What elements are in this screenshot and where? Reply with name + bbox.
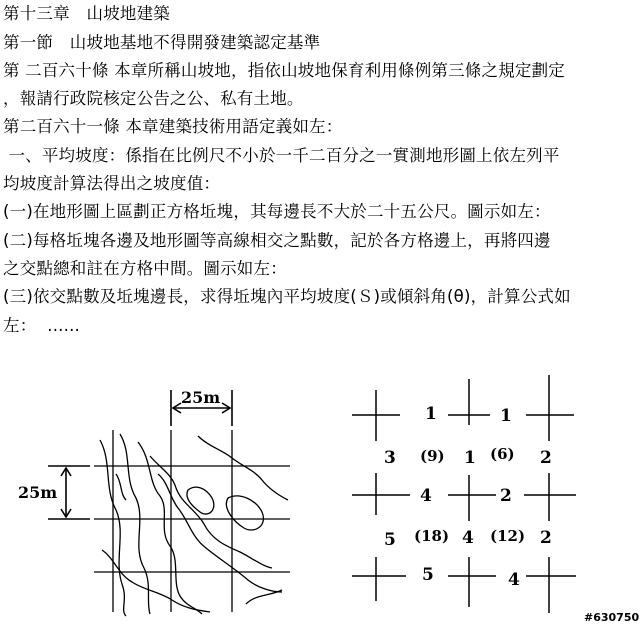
middle-edge-count-1: 4 <box>420 486 432 506</box>
article-261-heading: 第二百六十一條 本章建築技術用語定義如左： <box>3 117 343 136</box>
mid-edge-count-row1: 1 <box>464 448 476 468</box>
step2-line2: 之交點總和註在方格中間。圖示如左： <box>3 259 287 278</box>
count-labels <box>384 404 552 590</box>
bottom-edge-count-1: 5 <box>422 565 434 585</box>
top-edge-count-2: 1 <box>500 406 512 426</box>
left-edge-count-row1: 3 <box>384 448 396 468</box>
intersection-count-figure <box>340 365 600 620</box>
right-edge-count-row1: 2 <box>540 448 552 468</box>
step2-line1: (二)每格坵塊各邊及地形圖等高線相交之點數，記於各方格邊上，再將四邊 <box>3 231 551 250</box>
chapter-title: 第十三章 山坡地建築 <box>3 4 170 23</box>
middle-edge-count-2: 2 <box>500 486 512 506</box>
image-id-watermark: #630750 <box>584 611 640 624</box>
mid-edge-count-row2: 4 <box>462 528 474 548</box>
width-label: 25m <box>181 388 221 407</box>
article-260-line1: 第 二百六十條 本章所稱山坡地，指依山坡地保育利用條例第三條之規定劃定 <box>3 61 565 80</box>
step1-text: (一)在地形圖上區劃正方格坵塊，其每邊長不大於二十五公尺。圖示如左： <box>3 202 551 221</box>
count-grid-crosses <box>352 375 576 613</box>
top-edge-count-1: 1 <box>425 404 437 424</box>
step3-line1: (三)依交點數及坵塊邊長，求得坵塊內平均坡度(Ｓ)或傾斜角(θ)，計算公式如 <box>3 287 571 306</box>
right-edge-count-row2: 2 <box>540 528 552 548</box>
height-label: 25m <box>18 483 58 502</box>
square-grid <box>94 430 290 612</box>
left-edge-count-row2: 5 <box>384 530 396 550</box>
step3-line2: 左： ...... <box>3 316 80 335</box>
item1-line1: 一、平均坡度：係指在比例尺不小於一千二百分之一實測地形圖上依左列平 <box>3 146 560 165</box>
cell-total-row1-b: (6) <box>490 445 515 463</box>
item1-line2: 均坡度計算法得出之坡度值： <box>3 174 221 193</box>
article-260-line2: ，報請行政院核定公告之公、私有土地。 <box>3 89 304 108</box>
cell-total-row1-a: (9) <box>420 447 445 465</box>
cell-total-row2-b: (12) <box>490 527 526 545</box>
cell-total-row2-a: (18) <box>414 527 450 545</box>
contour-grid-figure <box>0 370 300 620</box>
contour-lines <box>100 434 288 616</box>
section-title: 第一節 山坡地基地不得開發建築認定基準 <box>3 33 321 52</box>
bottom-edge-count-2: 4 <box>508 570 520 590</box>
